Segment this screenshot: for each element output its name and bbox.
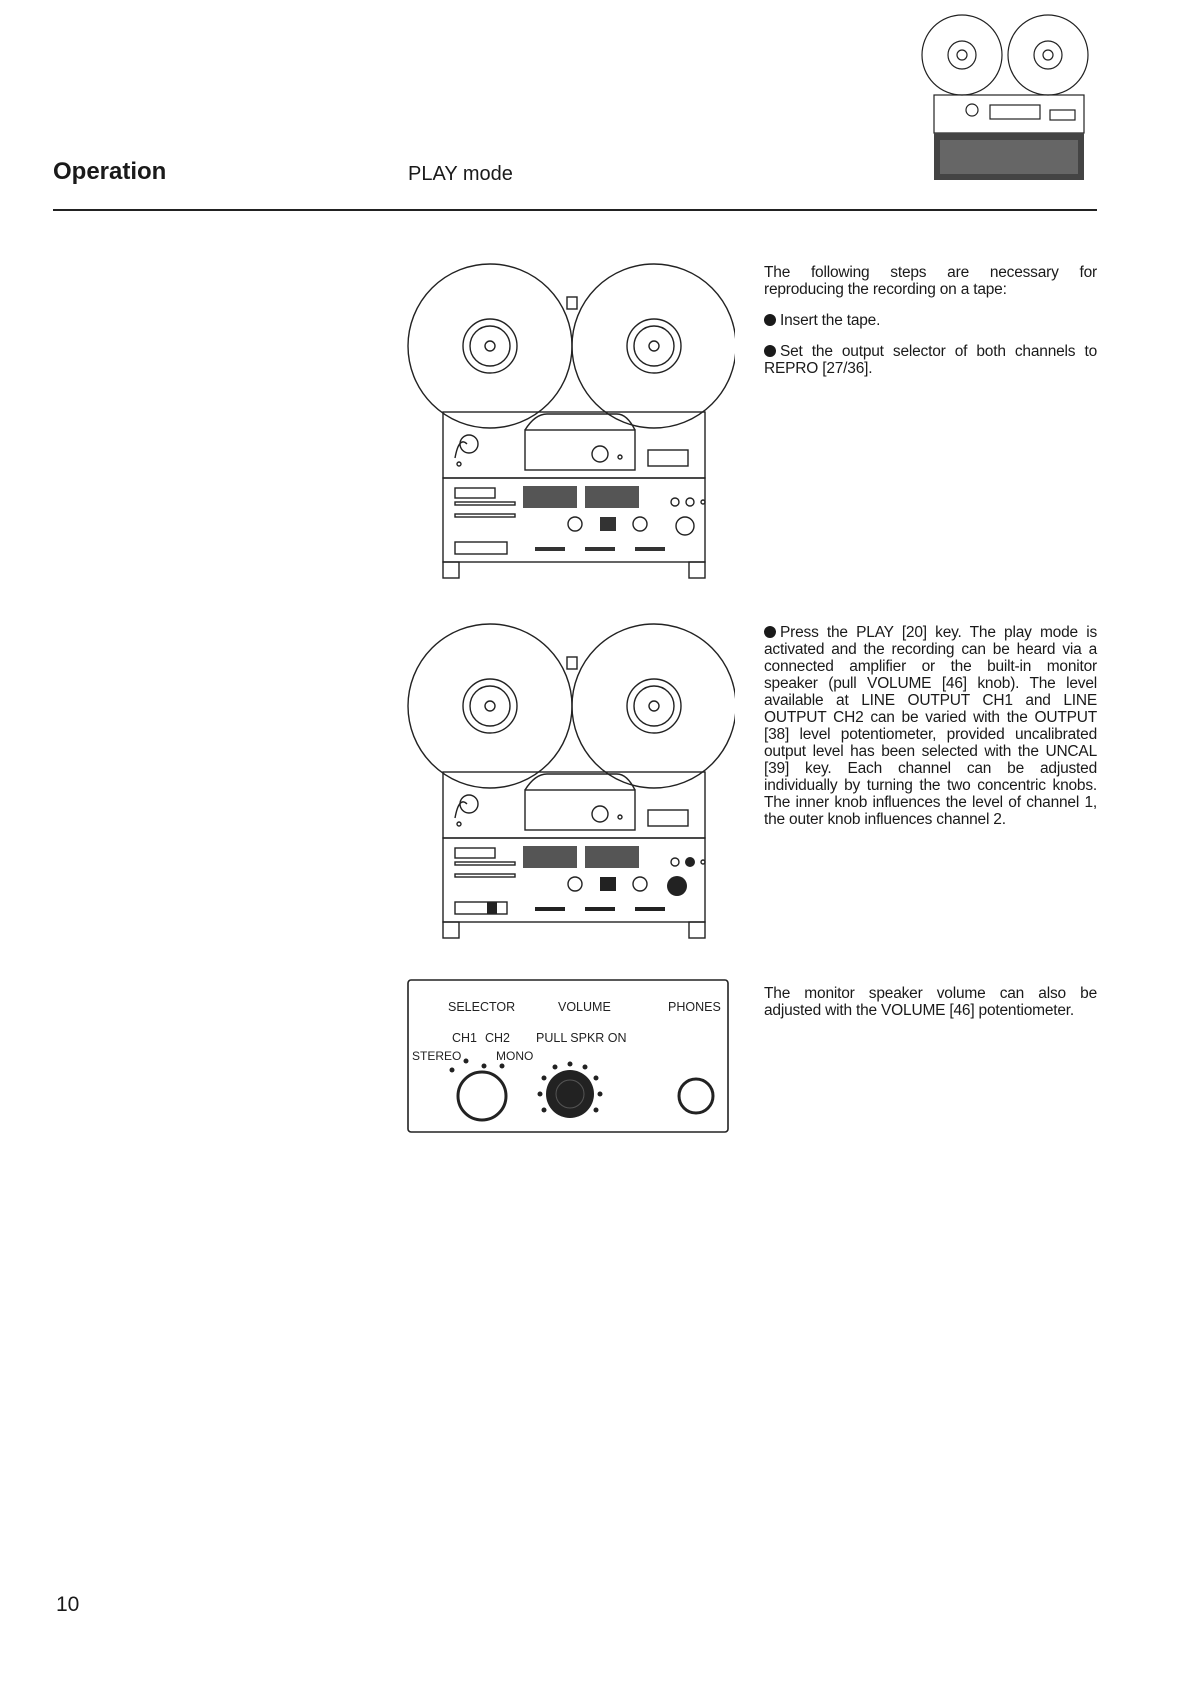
bullet-icon xyxy=(764,314,776,326)
step-insert-tape xyxy=(764,312,1097,329)
tape-recorder-thumbnail xyxy=(910,10,1100,180)
selector-label: SELECTOR xyxy=(448,1000,516,1014)
tape-recorder-figure-play xyxy=(405,622,735,942)
bullet-icon xyxy=(764,345,776,357)
control-panel-figure xyxy=(400,974,736,1144)
instructions-play xyxy=(764,624,1097,842)
tape-recorder-figure-stop xyxy=(405,262,735,582)
page-number: 10 xyxy=(56,1593,80,1616)
selector-knob xyxy=(458,1072,506,1120)
monitor-text: The monitor speaker volume can also be adjusted with the VOLUME [46] potentiometer. xyxy=(764,985,1097,1019)
section-title: Operation xyxy=(53,158,167,185)
ch2-label: CH2 xyxy=(485,1031,511,1045)
header-rule xyxy=(53,209,1097,211)
volume-knob xyxy=(546,1070,594,1118)
instructions-monitor xyxy=(764,985,1097,1033)
mono-label: MONO xyxy=(496,1049,534,1063)
step-play-text: Press the PLAY [20] key. The play mode is activated and the recording can be heard via a connected amplifier or the built-in monitor speaker (pull VOLUME [46] knob). The level available at LINE OUTPUT CH1 and LINE OUTPUT CH2 can be varied with the OUTPUT [38] level potentiometer, provided uncalibrated output level has been selected with the UNCAL [39] key. Each channel can be adjusted individually by turning the two concentric knobs. The inner knob influences the level of channel 1, the outer knob influences channel 2. xyxy=(764,624,1097,828)
intro-text: The following steps are necessary for reproducing the recording on a tape: xyxy=(764,264,1097,298)
step-insert-text: Insert the tape. xyxy=(780,312,881,329)
stereo-label: STEREO xyxy=(412,1049,462,1063)
pull-spkr-on-label: PULL SPKR ON xyxy=(536,1031,627,1045)
step-set-selector xyxy=(764,343,1097,377)
instructions-intro xyxy=(764,264,1097,391)
bullet-icon xyxy=(764,626,776,638)
phones-jack xyxy=(679,1079,713,1113)
step-press-play xyxy=(764,624,1097,828)
volume-label: VOLUME xyxy=(558,1000,611,1014)
step-selector-text: Set the output selector of both channels to REPRO [27/36]. xyxy=(764,343,1097,377)
subsection-title: PLAY mode xyxy=(408,163,513,185)
phones-label: PHONES xyxy=(668,1000,721,1014)
ch1-label: CH1 xyxy=(452,1031,478,1045)
